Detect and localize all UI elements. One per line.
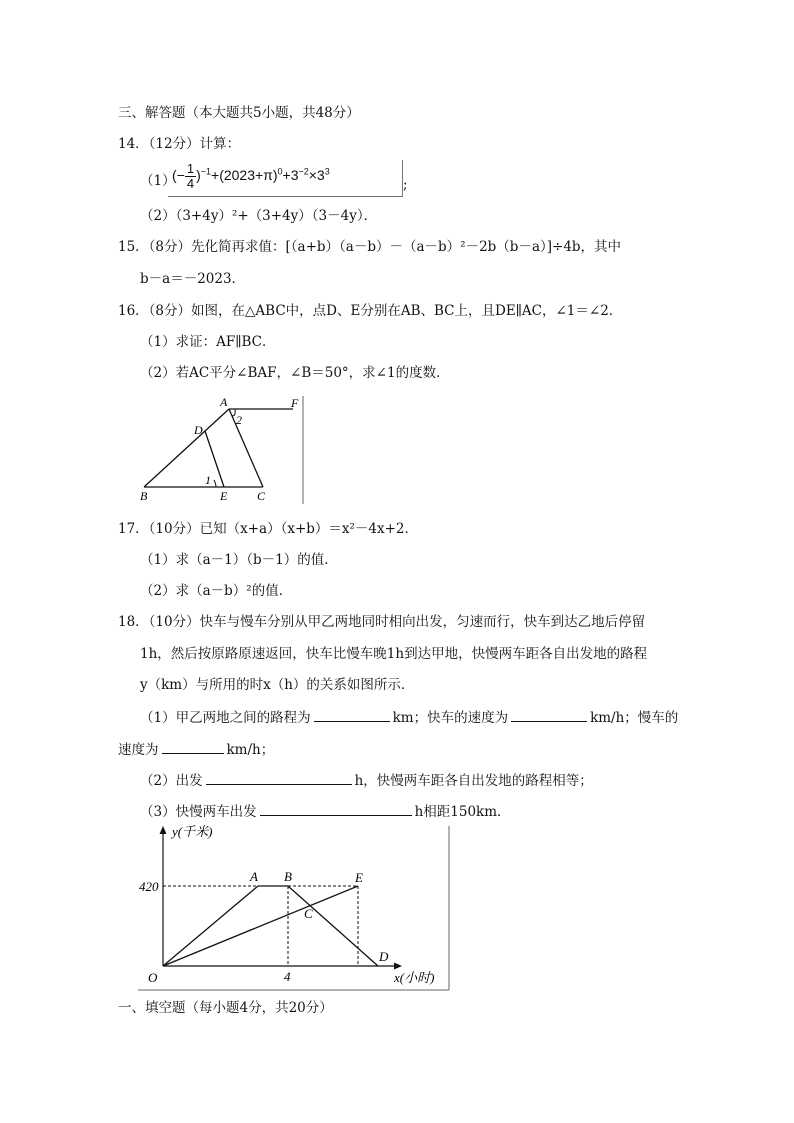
point-C-label: C <box>304 906 313 921</box>
slow-car-line <box>163 886 358 966</box>
q17-part1: （1）求（a－1）（b－1）的值． <box>140 552 338 568</box>
q18-part1-text-a: （1）甲乙两地之间的路程为 <box>140 710 311 726</box>
q18-part3-text-b: h相距150km． <box>414 804 511 820</box>
y-tick-420: 420 <box>139 879 159 894</box>
q18-distance-time-graph <box>136 824 452 992</box>
q14-part1-label: （1） <box>140 173 176 189</box>
exponent-1: −1 <box>200 166 212 177</box>
answer-blank-distance[interactable] <box>314 707 390 722</box>
label-C: C <box>257 489 266 503</box>
section3-title: 三、解答题（本大题共5小题，共48分） <box>118 105 360 121</box>
exponent-4: 3 <box>324 166 330 177</box>
q18-part1-text-b: km；快车的速度为 <box>392 710 509 726</box>
exponent-2: 0 <box>277 166 283 177</box>
y-axis-label: y(千米) <box>172 824 213 839</box>
q18-part3 <box>140 801 511 821</box>
label-angle-1: 1 <box>205 473 211 487</box>
q14-part1-end: ; <box>403 177 408 193</box>
answer-blank-equal-time[interactable] <box>206 770 352 785</box>
q18-line2: 1h，然后按原路原速返回，快车比慢车晚1h到达甲地，快慢两车距各自出发地的路程 <box>140 646 648 662</box>
q15-line2: b－a＝－2023． <box>140 271 246 287</box>
segment-AC <box>229 409 263 487</box>
label-angle-2: 2 <box>236 413 242 427</box>
fraction-numerator: 1 <box>186 161 195 176</box>
formula-term-2: +(2023+π) <box>211 167 278 184</box>
label-F: F <box>291 396 299 410</box>
formula-lparen: (− <box>172 167 185 184</box>
label-A: A <box>220 395 228 409</box>
q17-part2: （2）求（a－b）²的值． <box>140 583 293 599</box>
answer-blank-150km-time[interactable] <box>260 801 412 816</box>
q18-part2-text-a: （2）出发 <box>140 773 203 789</box>
q16-stem: 16．（8分）如图，在△ABC中，点D、E分别在AB、BC上，且DE∥AC，∠1＝∠2． <box>118 303 623 319</box>
x-axis-label: x(小时) <box>394 970 435 985</box>
q14-part2: （2）（3+4y）²+（3+4y）（3－4y）． <box>140 208 378 224</box>
q16-part1: （1）求证：AF∥BC． <box>140 334 276 350</box>
fast-car-line <box>163 886 378 966</box>
point-E-label: E <box>355 870 363 885</box>
q18-part1-text-c: km/h；慢车的 <box>590 710 679 726</box>
point-D-label: D <box>379 949 389 964</box>
q18-part2-text-b: h，快慢两车距各自出发地的路程相等； <box>354 773 593 789</box>
q18-line1: 18．（10分）快车与慢车分别从甲乙两地同时相向出发，匀速而行，快车到达乙地后停留 <box>118 614 646 630</box>
label-D: D <box>194 423 203 437</box>
q14-stem: 14．（12分）计算： <box>118 136 241 152</box>
exponent-3: −2 <box>298 166 309 177</box>
formula-rparen: ) <box>196 167 201 184</box>
q18-line3: y（km）与所用的时x（h）的关系如图所示． <box>140 677 415 693</box>
formula-term-3: +3 <box>282 167 299 184</box>
answer-blank-slow-speed[interactable] <box>162 739 224 754</box>
label-B: B <box>140 489 148 503</box>
q18-part3-text-a: （3）快慢两车出发 <box>140 804 257 820</box>
q17-stem: 17．（10分）已知（x+a）（x+b）＝x²－4x+2． <box>118 521 419 537</box>
q18-part1-row2 <box>118 739 274 759</box>
point-A-label: A <box>250 869 258 884</box>
q14-formula <box>172 162 330 191</box>
formula-fraction <box>185 162 196 191</box>
q15-line1: 15．（8分）先化简再求值：[（a+b）（a－b）－（a－b）²－2b（b－a）]÷4b，其中 <box>118 239 622 255</box>
x-axis-arrow <box>394 963 402 970</box>
x-tick-4: 4 <box>284 969 291 984</box>
q14-formula-box <box>168 160 403 197</box>
fraction-denominator: 4 <box>186 176 195 191</box>
q16-part2: （2）若AC平分∠BAF，∠B＝50°，求∠1的度数． <box>140 365 450 381</box>
q18-part1-text-e: km/h； <box>226 742 275 758</box>
segment-BA <box>144 409 229 487</box>
q16-geometry-figure <box>138 394 308 506</box>
angle-1-arc <box>214 480 216 487</box>
answer-blank-fast-speed[interactable] <box>511 707 587 722</box>
label-E: E <box>220 489 228 503</box>
point-B-label: B <box>284 869 292 884</box>
formula-term-4: ×3 <box>308 167 325 184</box>
angle-2-arc <box>232 409 235 416</box>
y-axis-arrow <box>160 826 167 834</box>
point-O-label: O <box>148 970 158 985</box>
q18-part1-text-d: 速度为 <box>118 742 159 758</box>
q18-part2 <box>140 770 593 790</box>
section1-title: 一、填空题（每小题4分，共20分） <box>118 1000 333 1016</box>
q18-part1-row1 <box>140 707 678 727</box>
